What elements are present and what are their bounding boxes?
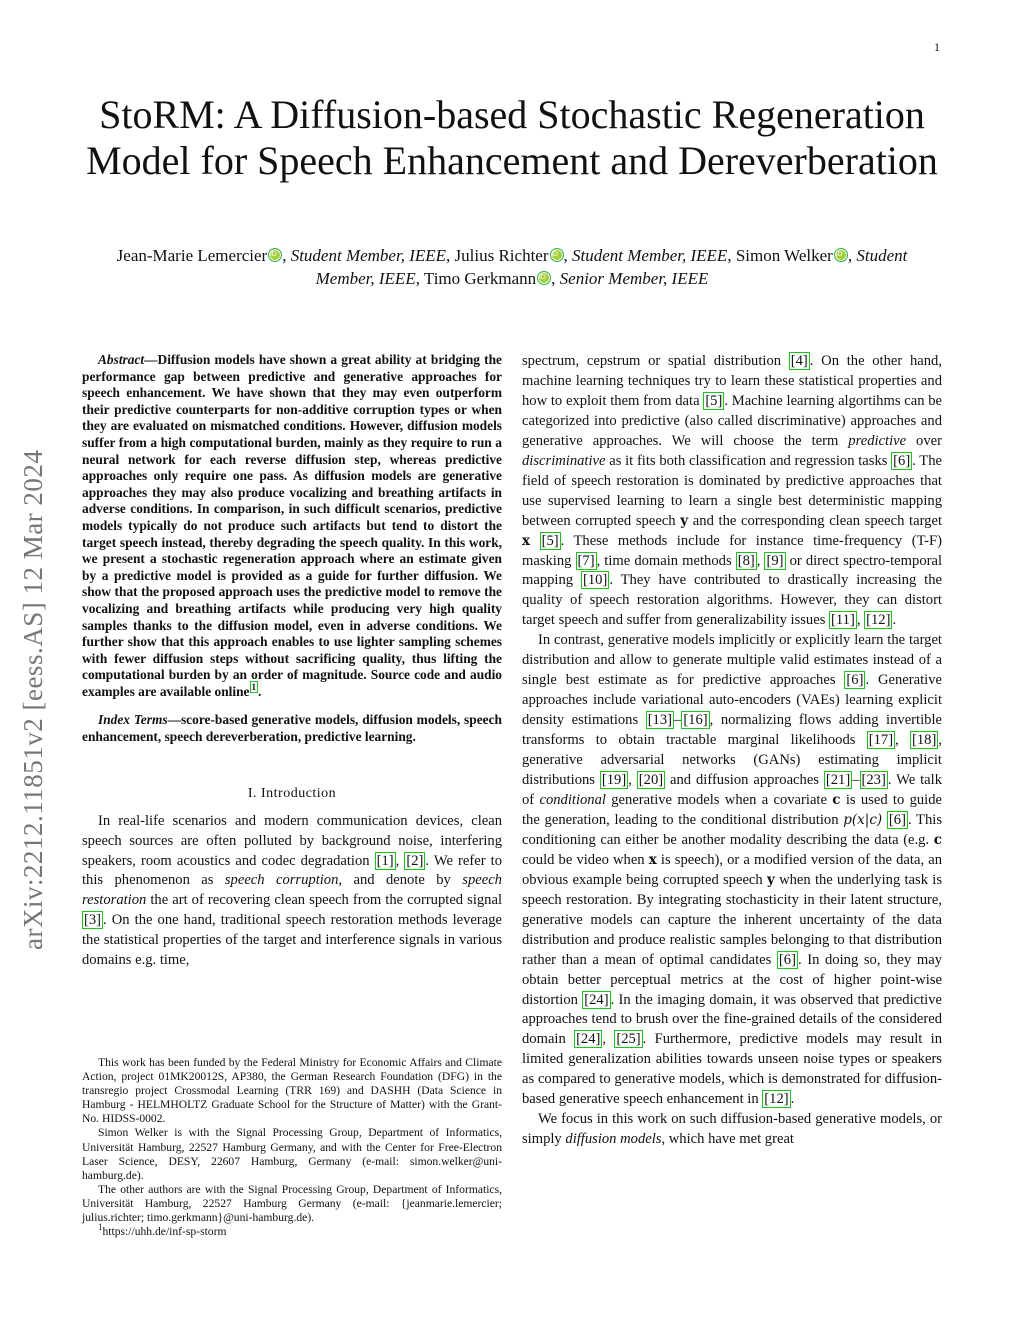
- text: .: [790, 1091, 795, 1108]
- text: . We talk of: [522, 772, 943, 808]
- text: . On the one hand, traditional speech restoration methods leverage the statistical properties of the target and interference signals in various domains e.g. time,: [82, 912, 502, 969]
- footnote-link[interactable]: 1: [251, 682, 257, 693]
- author-role: Student Member, IEEE: [315, 246, 908, 288]
- index-terms-text: —score-based generative models, diffusion models, speech enhancement, speech dereverberation, predictive learning.: [82, 712, 502, 745]
- citation-link[interactable]: [3]: [84, 912, 102, 929]
- citation-link[interactable]: [24]: [584, 991, 609, 1008]
- footnotes: [82, 1056, 502, 1239]
- citation-link[interactable]: [11]: [831, 612, 855, 629]
- text: ,: [602, 1031, 615, 1048]
- math-symbol: x: [648, 851, 657, 868]
- text: , and denote by: [338, 872, 463, 889]
- author-name: Timo Gerkmann: [423, 269, 537, 288]
- math-symbol: c: [832, 791, 841, 808]
- math-symbol: c: [933, 831, 942, 848]
- emphasis: predictive: [848, 432, 907, 449]
- author-role: Student Member, IEEE: [290, 246, 447, 265]
- citation-link[interactable]: [4]: [790, 353, 808, 369]
- text: . In the imaging domain, it was observed that predictive approaches tend to brush over the fine-grained details of the considered domain: [522, 991, 942, 1048]
- abstract-label: Abstract: [98, 352, 145, 367]
- emphasis: diffusion models: [565, 1131, 662, 1148]
- body-paragraph: [522, 631, 942, 1110]
- citation-link[interactable]: [10]: [582, 572, 608, 589]
- citation-link[interactable]: [13]: [647, 712, 673, 729]
- abstract: [82, 352, 502, 700]
- text: ,: [628, 772, 637, 789]
- text: ,: [895, 732, 911, 749]
- citation-link[interactable]: [20]: [638, 772, 664, 789]
- author-role: Senior Member, IEEE: [559, 269, 709, 288]
- citation-link[interactable]: [7]: [577, 552, 595, 569]
- text: . They have contributed to drastically increasing the quality of speech restoration algorithms. However, they can distort target speech and suffer from generalizability issues: [522, 572, 942, 629]
- text: over: [906, 432, 942, 449]
- citation-link[interactable]: [6]: [778, 951, 796, 968]
- index-terms-label: Index Terms: [98, 712, 168, 728]
- affiliation-footnote: The other authors are with the Signal Processing Group, Department of Informatics, Universität Hamburg, 22527 Hamburg Germany (e-mail: {jeanmarie.lemercier; julius.richter; timo.gerkmann}@uni-hamburg.de).: [82, 1182, 502, 1225]
- text: generative models when a covariate: [605, 791, 833, 808]
- text: , which have met great: [661, 1131, 794, 1148]
- text: as it fits both classification and regression tasks: [605, 452, 892, 469]
- author-name: Simon Welker: [735, 246, 833, 265]
- citation-link[interactable]: [5]: [705, 392, 723, 409]
- text: . On the other hand, machine learning techniques try to learn these statistical properties and how to exploit them from data: [522, 353, 942, 409]
- citation-link[interactable]: [6]: [893, 452, 911, 469]
- text: . In doing so, they may obtain better perceptual metrics at the cost of higher point-wise distortion: [522, 951, 942, 1008]
- index-terms: [82, 712, 502, 745]
- text: the art of recovering clean speech from the corrupted signal: [146, 892, 502, 909]
- text: . The field of speech restoration is dominated by predictive approaches that use supervised learning to learn a single best deterministic mapping between corrupted speech: [522, 452, 942, 529]
- text: . Furthermore, predictive models may result in limited generalization abilities towards unseen noise types or speakers as compared to generative models, which is demonstrated for diffusion-based generative speech enhancement in: [522, 1031, 942, 1108]
- math-expression: p(x|c): [843, 811, 883, 828]
- text: ,: [856, 612, 865, 629]
- text: could be video when: [522, 851, 649, 868]
- math-symbol: y: [766, 871, 775, 888]
- math-symbol: y: [680, 512, 689, 529]
- text: or direct spectro-temporal mapping: [522, 552, 943, 589]
- funding-footnote: This work has been funded by the Federal Ministry for Economic Affairs and Climate Action, project 01MK20012S, AP380, the German Research Foundation (DFG) in the transregio project Crossmodal Learning (TRR 169) and DASHH (Data Science in Hamburg - HELMHOLTZ Graduate School for the Structure of Matter) with the Grant-No. HIDSS-0002.: [82, 1056, 502, 1126]
- text: and diffusion approaches: [665, 772, 824, 789]
- text: and the corresponding clean speech target: [688, 512, 942, 529]
- text: [530, 533, 540, 549]
- right-column: [522, 352, 942, 1150]
- text: , time domain methods: [596, 552, 736, 569]
- citation-link[interactable]: [23]: [861, 772, 886, 789]
- body-paragraph: [522, 1110, 942, 1150]
- citation-link[interactable]: [21]: [825, 772, 851, 789]
- text: In contrast, generative models implicitly or explicitly learn the target distribution and allow to generate multiple valid estimates instead of a single best estimate as for predictive approaches: [522, 632, 942, 689]
- body-paragraph: [522, 352, 942, 631]
- text: In real-life scenarios and modern communication devices, clean speech sources are often polluted by background noise, interfering speakers, room acoustics and codec degradation: [82, 812, 502, 869]
- emphasis: discriminative: [522, 452, 606, 469]
- citation-link[interactable]: [17]: [868, 732, 894, 749]
- abstract-end: .: [258, 683, 262, 699]
- text: .: [892, 612, 897, 629]
- footnote-mark: 1: [98, 1222, 103, 1233]
- citation-link[interactable]: [2]: [406, 852, 424, 869]
- url-footnote: [82, 1222, 502, 1239]
- text: –: [674, 712, 682, 729]
- left-column: [82, 352, 502, 971]
- text: –: [852, 772, 860, 789]
- author-role: Student Member, IEEE: [572, 246, 728, 265]
- section-heading: I. Introduction: [247, 785, 337, 801]
- text: when the underlying task is speech restoration. By integrating stochasticity in their latent structure, generative models can capture the inherent uncertainty of the data distribution and produce realistic samples belonging to that distribution rather than a mean of optimal candidates: [522, 871, 943, 968]
- emphasis: conditional: [539, 791, 606, 808]
- intro-paragraph: [82, 812, 502, 972]
- footnote-url[interactable]: https://uhh.de/inf-sp-storm: [102, 1225, 227, 1239]
- affiliation-footnote: Simon Welker is with the Signal Processing Group, Department of Informatics, Universität Hamburg, 22527 Hamburg Germany, and with the Center for Free-Electron Laser Science, DESY, 22607 Hamburg, Germany (e-mail: simon.welker@uni-hamburg.de).: [82, 1126, 502, 1182]
- arxiv-stamp: arXiv:2212.11851v2 [eess.AS] 12 Mar 2024: [18, 449, 48, 950]
- citation-link[interactable]: [18]: [912, 732, 937, 749]
- orcid-icon[interactable]: [550, 248, 564, 262]
- text: . We refer to this phenomenon as: [82, 852, 502, 889]
- text: , normalizing flows adding invertible transforms to obtain tractable marginal likelihoods: [522, 712, 942, 749]
- orcid-icon[interactable]: [268, 248, 282, 262]
- citation-link[interactable]: [25]: [616, 1031, 641, 1048]
- abstract-text: —Diffusion models have shown a great ability at bridging the performance gap between predictive and generative approaches for speech enhancement. We have shown that they may even outperform their predictive counterparts for non-additive corruption types or when they are evaluated on mismatched conditions. However, diffusion models suffer from a high computational burden, mainly as they require to run a neural network for each reverse diffusion step, whereas predictive approaches only require one pass. As diffusion models are generative approaches they may also produce vocalizing and breathing artifacts in adverse conditions. In comparison, in such difficult scenarios, predictive models typically do not produce such artifacts but tend to distort the target speech instead, thereby degrading the speech quality. In this work, we present a stochastic regeneration approach where an estimate given by a predictive model is provided as a guide for further diffusion. We show that the proposed approach uses the predictive model to remove the vocalizing and breathing artifacts while producing very high quality samples thanks to the diffusion model, even in adverse conditions. We further show that this approach enables to use lighter sampling schemes with fewer diffusion steps without sacrificing quality, thus lifting the computational burden by an order of magnitude. Source code and audio examples are available online: [82, 352, 502, 699]
- emphasis: speech corruption: [224, 872, 339, 889]
- citation-link[interactable]: [6]: [846, 672, 864, 689]
- text: . Generative approaches include variational auto-encoders (VAEs) learning explicit density estimations: [522, 672, 942, 729]
- text: is speech), or a modified version of the data, an obvious example being corrupted speech: [522, 851, 942, 888]
- citation-link[interactable]: [12]: [866, 612, 891, 629]
- math-symbol: x: [522, 532, 531, 549]
- paper-title: StoRM: A Diffusion-based Stochastic Regeneration Model for Speech Enhancement and Dereverberation: [86, 92, 938, 183]
- citation-link[interactable]: [6]: [888, 811, 906, 828]
- emphasis: speech restoration: [82, 872, 502, 909]
- page-number: 1: [934, 40, 940, 54]
- citation-link[interactable]: [8]: [737, 552, 755, 569]
- author-name: Jean-Marie Lemercier: [116, 246, 268, 265]
- text: . This conditioning can either be another modality describing the data (e.g.: [522, 811, 942, 848]
- text: . These methods include for instance time-frequency (T-F) masking: [522, 532, 942, 569]
- text: ,: [395, 852, 405, 869]
- author-list: Jean-Marie LemercieriD , Student Member, IEEE, Julius RichteriD , Student Member, IEEE, Simon WelkeriD , Student Member, IEEE, Timo GerkmanniD , Senior Member, IEEE: [90, 244, 934, 290]
- citation-link[interactable]: [19]: [601, 772, 627, 789]
- citation-link[interactable]: [1]: [376, 852, 394, 869]
- text: ,: [756, 552, 765, 569]
- citation-link[interactable]: [5]: [541, 532, 559, 549]
- text: We focus in this work on such diffusion-based generative models, or simply: [522, 1111, 942, 1148]
- citation-link[interactable]: [24]: [576, 1031, 601, 1048]
- text: . Machine learning algortihms can be categorized into predictive (also called discriminative) approaches and generative approaches. We will choose the term: [522, 392, 943, 449]
- text: spectrum, cepstrum or spatial distribution: [522, 353, 789, 369]
- orcid-icon[interactable]: [834, 248, 848, 262]
- citation-link[interactable]: [9]: [766, 552, 784, 569]
- text: is used to guide the generation, leading to the conditional distribution: [522, 791, 942, 828]
- orcid-icon[interactable]: [537, 271, 551, 285]
- citation-link[interactable]: [16]: [683, 712, 708, 729]
- author-name: Julius Richter: [454, 246, 549, 265]
- citation-link[interactable]: [12]: [764, 1091, 789, 1108]
- text: , generative adversarial networks (GANs) estimating implicit distributions: [522, 732, 942, 789]
